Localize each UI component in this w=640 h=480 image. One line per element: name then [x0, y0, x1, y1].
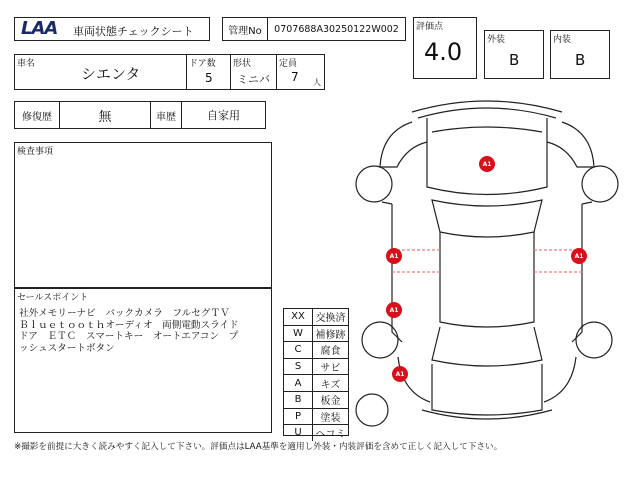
vehicle-name: シエンタ [81, 65, 141, 83]
interior-score-label: 内装 [553, 35, 572, 45]
capacity-cell [277, 55, 325, 89]
roof [440, 232, 534, 327]
legend-row [284, 375, 348, 392]
inspection-box [14, 142, 272, 288]
control-number-value: 0707688A30250122W002 [274, 23, 399, 35]
rear-left-wheel [362, 322, 398, 358]
damage-legend [283, 308, 349, 441]
control-number-label: 管理No [223, 18, 268, 40]
damage-marker-right-side: A1 [571, 248, 587, 264]
exterior-score-box [484, 30, 544, 79]
legend-name: 板金 [320, 396, 341, 408]
selling-point-line: 社外メモリーナビ バックカメラ フルセグＴＶ [19, 308, 230, 319]
legend-row [284, 309, 348, 326]
legend-row [284, 342, 348, 359]
shape-cell [231, 55, 277, 89]
legend-code: W [284, 326, 313, 342]
footer-note: ※撮影を前提に大きく読みやすく記入して下さい。評価点はLAA基準を適用し外装・内装評価を含めて正しく記入して下さい。 [14, 442, 503, 452]
overall-score-box [413, 17, 477, 79]
front-left-wheel [356, 166, 392, 202]
shape-value: ミニバ [237, 73, 270, 86]
left-front-fender [380, 122, 427, 167]
control-number-box [222, 17, 406, 41]
vehicle-use-label: 車歴 [151, 102, 182, 128]
tailgate [432, 364, 542, 415]
legend-row [284, 392, 348, 409]
exterior-score-label: 外装 [487, 35, 506, 45]
repair-history-value: 無 [60, 102, 151, 128]
right-side [572, 204, 582, 342]
legend-row [284, 425, 348, 441]
capacity-unit: 人 [313, 78, 321, 87]
legend-row [284, 409, 348, 426]
overall-score: 4.0 [424, 38, 463, 66]
selling-point-line: ドア ＥＴＣ スマートキー オートエアコン プ [19, 331, 239, 343]
selling-point-line: ッシュスタートボタン [19, 342, 115, 354]
windshield [432, 200, 542, 237]
rear-right-wheel [576, 322, 612, 358]
legend-code: A [284, 375, 313, 391]
repair-history-label: 修復歴 [15, 102, 60, 128]
capacity-label: 定員 [279, 59, 298, 69]
legend-code: P [284, 409, 313, 425]
doors-cell [187, 55, 231, 89]
damage-marker-left-rear-door: A1 [386, 302, 402, 318]
shape-label: 形状 [233, 59, 252, 69]
legend-name: 補修跡 [315, 329, 346, 341]
legend-code: XX [284, 309, 313, 325]
damage-marker-left-front-door: A1 [386, 248, 402, 264]
selling-points-label: セールスポイント [17, 293, 89, 303]
right-rear-fender [544, 357, 576, 402]
damage-marker-left-rear-fender: A1 [392, 366, 408, 382]
doors-label: ドア数 [189, 59, 216, 69]
vehicle-name-cell [15, 55, 187, 89]
vehicle-name-label: 車名 [17, 59, 36, 69]
sheet-title: 車両状態チェックシート [73, 25, 194, 38]
legend-name: キズ [320, 379, 341, 391]
legend-code: B [284, 392, 313, 408]
spare-tire [356, 394, 388, 426]
legend-name: ヘコミ [315, 429, 346, 441]
legend-row [284, 359, 348, 376]
damage-marker-hood: A1 [479, 156, 495, 172]
laa-logo: LAA [21, 18, 58, 39]
history-row [14, 101, 266, 129]
selling-point-line: Ｂｌｕｅｔｏｏｔｈオーディオ 両側電動スライド [19, 319, 239, 331]
left-side [392, 204, 402, 342]
rear-glass [432, 327, 542, 366]
legend-code: S [284, 359, 313, 375]
legend-code: U [284, 425, 313, 441]
legend-name: 腐食 [320, 346, 341, 358]
selling-points-text [19, 308, 239, 354]
front-right-wheel [582, 166, 618, 202]
legend-name: 交換済 [315, 313, 346, 325]
doors-value: 5 [205, 71, 213, 85]
legend-name: サビ [320, 363, 341, 375]
interior-score-box [550, 30, 610, 79]
right-front-fender [547, 122, 594, 167]
capacity-value: 7 [291, 70, 299, 84]
legend-row [284, 326, 348, 343]
vehicle-info-row [14, 54, 325, 90]
front-bumper [412, 101, 562, 112]
interior-score: B [575, 51, 586, 69]
exterior-score: B [509, 51, 520, 69]
selling-points-box [14, 288, 272, 433]
legend-code: C [284, 342, 313, 358]
inspection-label: 検査事項 [17, 147, 54, 157]
overall-score-label: 評価点 [416, 22, 444, 32]
legend-name: 塗装 [320, 412, 341, 424]
sheet-title-box [14, 17, 210, 41]
vehicle-use-value: 自家用 [207, 109, 240, 122]
